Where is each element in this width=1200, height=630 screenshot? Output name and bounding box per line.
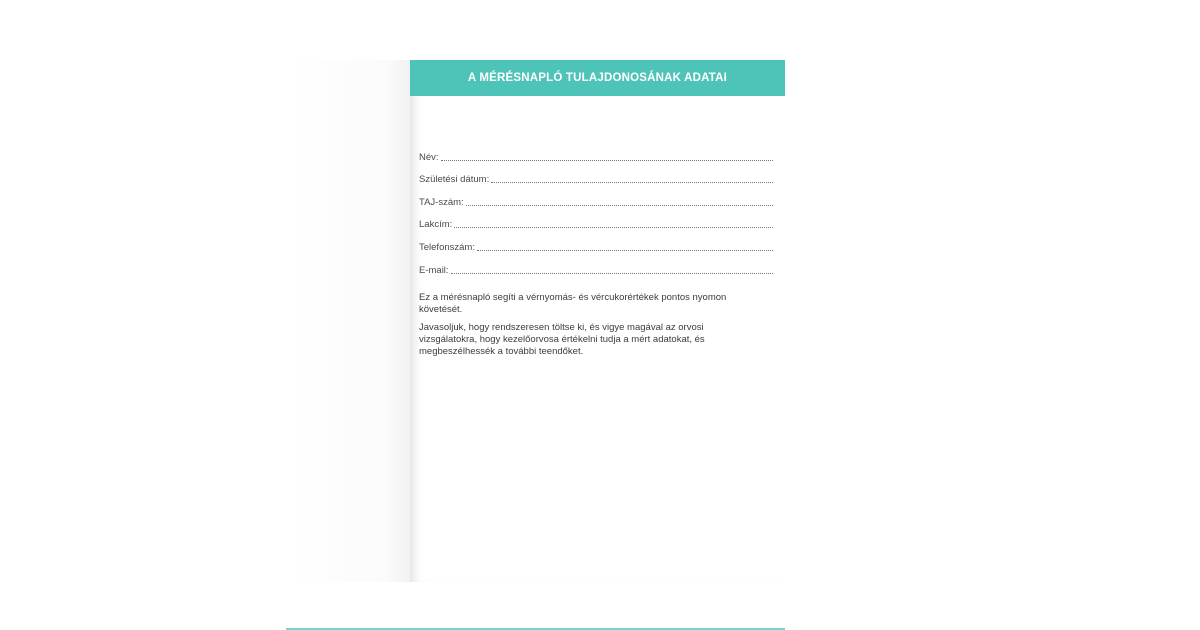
info-paragraph-purpose: Ez a mérésnapló segíti a vérnyomás- és vércukorértékek pontos nyomon követését.	[419, 292, 727, 315]
field-email	[419, 253, 773, 276]
info-text	[419, 292, 764, 364]
field-address	[419, 208, 773, 231]
field-label-taj-number: TAJ-szám:	[419, 196, 464, 208]
field-label-address: Lakcím:	[419, 219, 453, 231]
right-page	[410, 60, 785, 582]
header-band	[410, 60, 785, 96]
owner-fields	[419, 140, 773, 276]
field-dotted-line	[451, 272, 773, 274]
field-name	[419, 140, 773, 163]
page-title: A MÉRÉSNAPLÓ TULAJDONOSÁNAK ADATAI	[467, 72, 728, 84]
field-dotted-line	[466, 204, 773, 206]
field-label-birth-date: Születési dátum:	[419, 174, 490, 186]
field-label-phone: Telefonszám:	[419, 241, 475, 253]
field-dotted-line	[441, 159, 773, 161]
field-label-name: Név:	[419, 151, 439, 163]
field-taj-number	[419, 185, 773, 208]
field-dotted-line	[454, 226, 773, 228]
field-label-email: E-mail:	[419, 264, 449, 276]
field-phone	[419, 230, 773, 253]
info-paragraph-recommendation: Javasoljuk, hogy rendszeresen töltse ki, és vigye magával az orvosi vizsgálatokra, hogy kezelőorvosa értékelni tudja a mért adatokat, és megbeszélhessék a további teendőket.	[419, 322, 705, 357]
field-dotted-line	[491, 181, 773, 183]
left-page	[286, 60, 410, 582]
field-birth-date	[419, 163, 773, 186]
field-dotted-line	[477, 249, 773, 251]
